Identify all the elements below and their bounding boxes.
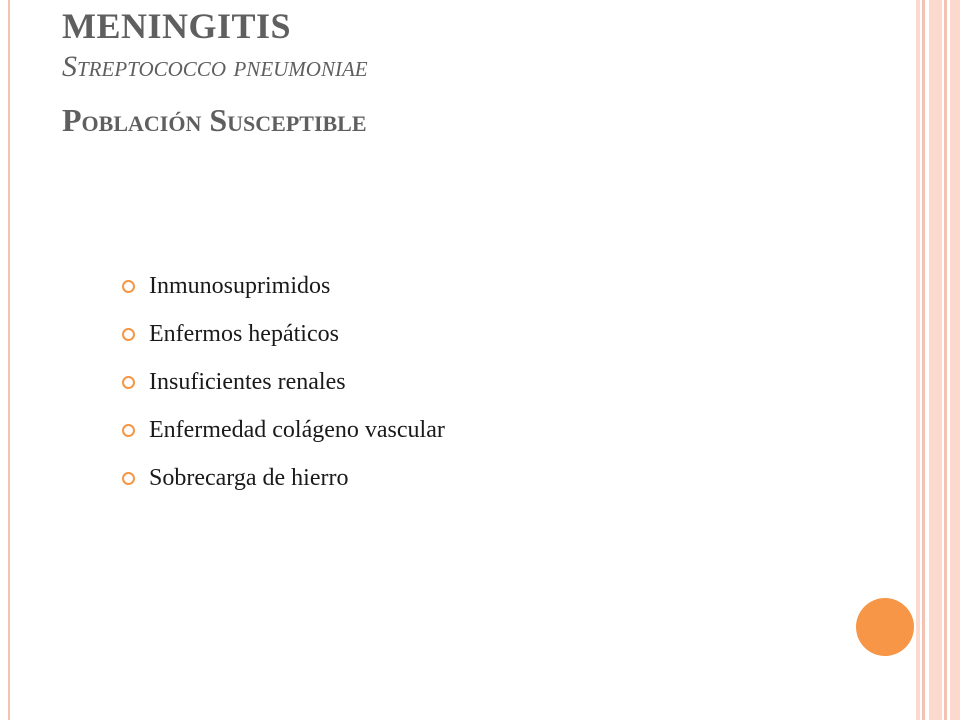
decorative-stripe [929,0,942,720]
bullet-item [122,454,445,502]
title-section: Población Susceptible [62,102,367,138]
bullet-text: Sobrecarga de hierro [149,464,349,491]
bullet-list [122,262,445,502]
decorative-stripe [922,0,925,720]
bullet-item [122,406,445,454]
bullet-text: Enfermedad colágeno vascular [149,416,445,443]
decorative-circle [856,598,914,656]
bullet-ring-icon [122,424,135,437]
title-organism: Streptococco pneumoniae [62,50,368,83]
left-border-line [8,0,10,720]
bullet-text: Enfermos hepáticos [149,320,339,347]
slide-title [62,8,882,144]
bullet-text: Inmunosuprimidos [149,272,331,299]
bullet-item [122,310,445,358]
bullet-ring-icon [122,280,135,293]
bullet-item [122,262,445,310]
bullet-ring-icon [122,376,135,389]
bullet-text: Insuficientes renales [149,368,346,395]
bullet-ring-icon [122,472,135,485]
decorative-stripe [950,0,960,720]
decorative-stripe [944,0,947,720]
decorative-stripe [916,0,920,720]
bullet-ring-icon [122,328,135,341]
title-main: MENINGITIS [62,6,292,46]
bullet-item [122,358,445,406]
